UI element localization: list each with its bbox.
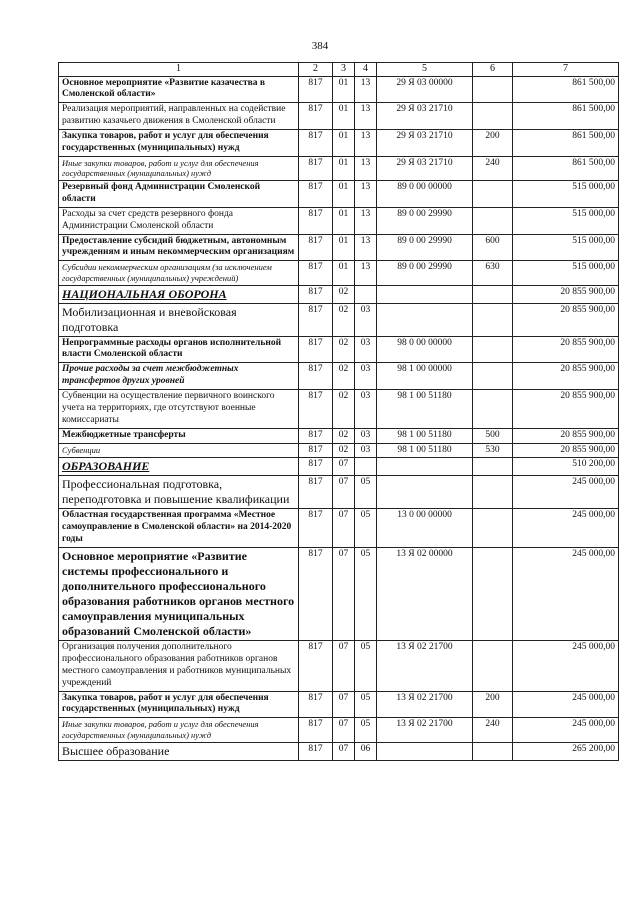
row-name: Прочие расходы за счет межбюджетных трансфертов других уровней	[59, 363, 299, 390]
row-expense-type	[473, 363, 513, 390]
row-name: Межбюджетные трансферты	[59, 428, 299, 443]
row-expense-type	[473, 336, 513, 363]
row-expense-type: 200	[473, 691, 513, 718]
row-subsection-code: 13	[355, 181, 377, 208]
row-subsection-code: 13	[355, 76, 377, 103]
row-subsection-code: 13	[355, 207, 377, 234]
row-subsection-code: 13	[355, 130, 377, 157]
col-header: 1	[59, 63, 299, 77]
col-header: 7	[513, 63, 619, 77]
row-expense-type: 600	[473, 234, 513, 261]
table-row	[59, 509, 619, 548]
row-expense-type	[473, 509, 513, 548]
row-admin-code: 817	[299, 285, 333, 303]
row-section-code: 01	[333, 76, 355, 103]
budget-table	[58, 62, 619, 761]
row-admin-code: 817	[299, 76, 333, 103]
row-target-code: 13 Я 02 21700	[377, 641, 473, 692]
row-subsection-code	[355, 285, 377, 303]
row-name: Субсидии некоммерческим организациям (за исключением государственных (муниципальных) учреждений)	[59, 261, 299, 285]
row-admin-code: 817	[299, 691, 333, 718]
row-target-code: 98 1 00 51180	[377, 390, 473, 429]
row-amount: 861 500,00	[513, 103, 619, 130]
row-amount: 20 855 900,00	[513, 428, 619, 443]
table-row	[59, 548, 619, 641]
row-target-code: 29 Я 03 21710	[377, 156, 473, 180]
row-subsection-code: 03	[355, 443, 377, 458]
row-expense-type	[473, 303, 513, 336]
row-expense-type	[473, 76, 513, 103]
row-name: Субвенции	[59, 443, 299, 458]
table-row	[59, 390, 619, 429]
row-amount: 20 855 900,00	[513, 443, 619, 458]
row-target-code: 29 Я 03 21710	[377, 103, 473, 130]
row-target-code: 13 0 00 00000	[377, 509, 473, 548]
row-admin-code: 817	[299, 181, 333, 208]
row-name: Субвенции на осуществление первичного воинского учета на территориях, где отсутствуют военные комиссариаты	[59, 390, 299, 429]
row-subsection-code: 05	[355, 476, 377, 509]
row-subsection-code: 13	[355, 234, 377, 261]
row-amount: 515 000,00	[513, 181, 619, 208]
row-name: Закупка товаров, работ и услуг для обеспечения государственных (муниципальных) нужд	[59, 691, 299, 718]
row-admin-code: 817	[299, 261, 333, 285]
col-header: 3	[333, 63, 355, 77]
row-target-code	[377, 742, 473, 760]
row-section-code: 07	[333, 641, 355, 692]
col-header: 4	[355, 63, 377, 77]
row-admin-code: 817	[299, 509, 333, 548]
row-expense-type	[473, 103, 513, 130]
row-amount: 245 000,00	[513, 509, 619, 548]
row-section-code: 02	[333, 443, 355, 458]
row-amount: 20 855 900,00	[513, 285, 619, 303]
row-admin-code: 817	[299, 742, 333, 760]
col-header: 6	[473, 63, 513, 77]
table-row	[59, 458, 619, 476]
row-amount: 861 500,00	[513, 76, 619, 103]
row-admin-code: 817	[299, 207, 333, 234]
row-amount: 245 000,00	[513, 548, 619, 641]
row-admin-code: 817	[299, 548, 333, 641]
row-amount: 515 000,00	[513, 207, 619, 234]
row-expense-type	[473, 285, 513, 303]
row-subsection-code: 05	[355, 718, 377, 742]
row-name: Высшее образование	[59, 742, 299, 760]
row-target-code: 98 0 00 00000	[377, 336, 473, 363]
row-section-code: 07	[333, 718, 355, 742]
row-section-code: 01	[333, 207, 355, 234]
row-target-code	[377, 303, 473, 336]
row-admin-code: 817	[299, 390, 333, 429]
row-subsection-code: 03	[355, 363, 377, 390]
row-admin-code: 817	[299, 303, 333, 336]
row-expense-type	[473, 390, 513, 429]
table-row	[59, 443, 619, 458]
row-name: Предоставление субсидий бюджетным, автономным учреждениям и иным некоммерческим организациям	[59, 234, 299, 261]
row-section-code: 02	[333, 428, 355, 443]
table-row	[59, 428, 619, 443]
row-target-code	[377, 476, 473, 509]
row-section-code: 02	[333, 390, 355, 429]
row-section-code: 01	[333, 181, 355, 208]
row-admin-code: 817	[299, 641, 333, 692]
row-target-code: 29 Я 03 21710	[377, 130, 473, 157]
row-section-code: 01	[333, 130, 355, 157]
table-body	[59, 76, 619, 760]
row-subsection-code: 03	[355, 390, 377, 429]
table-row	[59, 285, 619, 303]
row-section-code: 01	[333, 234, 355, 261]
table-row	[59, 103, 619, 130]
row-admin-code: 817	[299, 718, 333, 742]
table-row	[59, 742, 619, 760]
row-target-code: 89 0 00 29990	[377, 234, 473, 261]
col-header: 2	[299, 63, 333, 77]
row-subsection-code: 06	[355, 742, 377, 760]
row-subsection-code: 05	[355, 691, 377, 718]
row-expense-type	[473, 742, 513, 760]
row-expense-type	[473, 641, 513, 692]
table-row	[59, 303, 619, 336]
row-amount: 20 855 900,00	[513, 390, 619, 429]
row-target-code: 98 1 00 51180	[377, 428, 473, 443]
row-section-code: 01	[333, 103, 355, 130]
table-row	[59, 641, 619, 692]
row-name: Мобилизационная и вневойсковая подготовка	[59, 303, 299, 336]
row-name: Непрограммные расходы органов исполнительной власти Смоленской области	[59, 336, 299, 363]
row-section-code: 07	[333, 509, 355, 548]
row-expense-type	[473, 476, 513, 509]
row-name: Иные закупки товаров, работ и услуг для обеспечения государственных (муниципальных) нужд	[59, 156, 299, 180]
row-target-code: 98 1 00 51180	[377, 443, 473, 458]
table-row	[59, 476, 619, 509]
table-row	[59, 234, 619, 261]
row-subsection-code: 05	[355, 509, 377, 548]
row-amount: 861 500,00	[513, 156, 619, 180]
row-subsection-code: 05	[355, 641, 377, 692]
row-admin-code: 817	[299, 443, 333, 458]
row-name: Организация получения дополнительного профессионального образования работников органов местного самоуправления и работников муниципальных учреждений	[59, 641, 299, 692]
row-amount: 515 000,00	[513, 234, 619, 261]
table-row	[59, 76, 619, 103]
row-expense-type: 200	[473, 130, 513, 157]
row-subsection-code: 03	[355, 428, 377, 443]
row-section-code: 02	[333, 303, 355, 336]
row-name: НАЦИОНАЛЬНАЯ ОБОРОНА	[59, 285, 299, 303]
row-amount: 245 000,00	[513, 691, 619, 718]
row-amount: 861 500,00	[513, 130, 619, 157]
row-expense-type	[473, 458, 513, 476]
table-row	[59, 718, 619, 742]
table-row	[59, 261, 619, 285]
table-row	[59, 181, 619, 208]
row-name: ОБРАЗОВАНИЕ	[59, 458, 299, 476]
row-name: Основное мероприятие «Развитие системы профессионального и дополнительного профессионального образования работников органов местного самоуправления муниципальных образований Смоленской области»	[59, 548, 299, 641]
row-name: Профессиональная подготовка, переподготовка и повышение квалификации	[59, 476, 299, 509]
row-name: Реализация мероприятий, направленных на содействие развитию казачьего движения в Смоленской области	[59, 103, 299, 130]
row-subsection-code: 03	[355, 336, 377, 363]
row-name: Расходы за счет средств резервного фонда Администрации Смоленской области	[59, 207, 299, 234]
row-expense-type	[473, 207, 513, 234]
row-target-code: 13 Я 02 21700	[377, 718, 473, 742]
row-amount: 515 000,00	[513, 261, 619, 285]
row-name: Областная государственная программа «Местное самоуправление в Смоленской области» на 2014-2020 годы	[59, 509, 299, 548]
table-row	[59, 691, 619, 718]
row-name: Основное мероприятие «Развитие казачества в Смоленской области»	[59, 76, 299, 103]
row-name: Иные закупки товаров, работ и услуг для обеспечения государственных (муниципальных) нужд	[59, 718, 299, 742]
row-amount: 20 855 900,00	[513, 336, 619, 363]
row-section-code: 07	[333, 458, 355, 476]
row-name: Резервный фонд Администрации Смоленской области	[59, 181, 299, 208]
row-expense-type	[473, 181, 513, 208]
row-amount: 20 855 900,00	[513, 303, 619, 336]
row-section-code: 02	[333, 363, 355, 390]
row-admin-code: 817	[299, 130, 333, 157]
table-row	[59, 207, 619, 234]
row-expense-type: 530	[473, 443, 513, 458]
row-target-code	[377, 458, 473, 476]
row-amount: 510 200,00	[513, 458, 619, 476]
row-target-code: 29 Я 03 00000	[377, 76, 473, 103]
row-target-code: 98 1 00 00000	[377, 363, 473, 390]
row-section-code: 07	[333, 548, 355, 641]
row-subsection-code	[355, 458, 377, 476]
row-expense-type: 240	[473, 156, 513, 180]
header-row	[59, 63, 619, 77]
row-admin-code: 817	[299, 156, 333, 180]
table-row	[59, 156, 619, 180]
row-subsection-code: 13	[355, 156, 377, 180]
row-section-code: 01	[333, 156, 355, 180]
row-section-code: 02	[333, 336, 355, 363]
row-target-code: 89 0 00 29990	[377, 207, 473, 234]
row-section-code: 07	[333, 476, 355, 509]
row-subsection-code: 05	[355, 548, 377, 641]
row-section-code: 02	[333, 285, 355, 303]
row-expense-type: 500	[473, 428, 513, 443]
row-expense-type: 630	[473, 261, 513, 285]
table-row	[59, 363, 619, 390]
row-section-code: 07	[333, 691, 355, 718]
row-target-code: 13 Я 02 00000	[377, 548, 473, 641]
row-admin-code: 817	[299, 428, 333, 443]
row-admin-code: 817	[299, 363, 333, 390]
row-admin-code: 817	[299, 234, 333, 261]
row-target-code	[377, 285, 473, 303]
row-target-code: 89 0 00 29990	[377, 261, 473, 285]
row-target-code: 13 Я 02 21700	[377, 691, 473, 718]
row-admin-code: 817	[299, 103, 333, 130]
row-amount: 265 200,00	[513, 742, 619, 760]
row-amount: 245 000,00	[513, 641, 619, 692]
row-expense-type	[473, 548, 513, 641]
table-row	[59, 336, 619, 363]
row-section-code: 07	[333, 742, 355, 760]
row-amount: 245 000,00	[513, 476, 619, 509]
row-admin-code: 817	[299, 476, 333, 509]
row-amount: 20 855 900,00	[513, 363, 619, 390]
page-number: 384	[311, 40, 329, 52]
col-header: 5	[377, 63, 473, 77]
row-admin-code: 817	[299, 336, 333, 363]
row-subsection-code: 03	[355, 303, 377, 336]
row-name: Закупка товаров, работ и услуг для обеспечения государственных (муниципальных) нужд	[59, 130, 299, 157]
row-amount: 245 000,00	[513, 718, 619, 742]
table-row	[59, 130, 619, 157]
row-admin-code: 817	[299, 458, 333, 476]
row-subsection-code: 13	[355, 261, 377, 285]
row-subsection-code: 13	[355, 103, 377, 130]
row-expense-type: 240	[473, 718, 513, 742]
row-target-code: 89 0 00 00000	[377, 181, 473, 208]
row-section-code: 01	[333, 261, 355, 285]
